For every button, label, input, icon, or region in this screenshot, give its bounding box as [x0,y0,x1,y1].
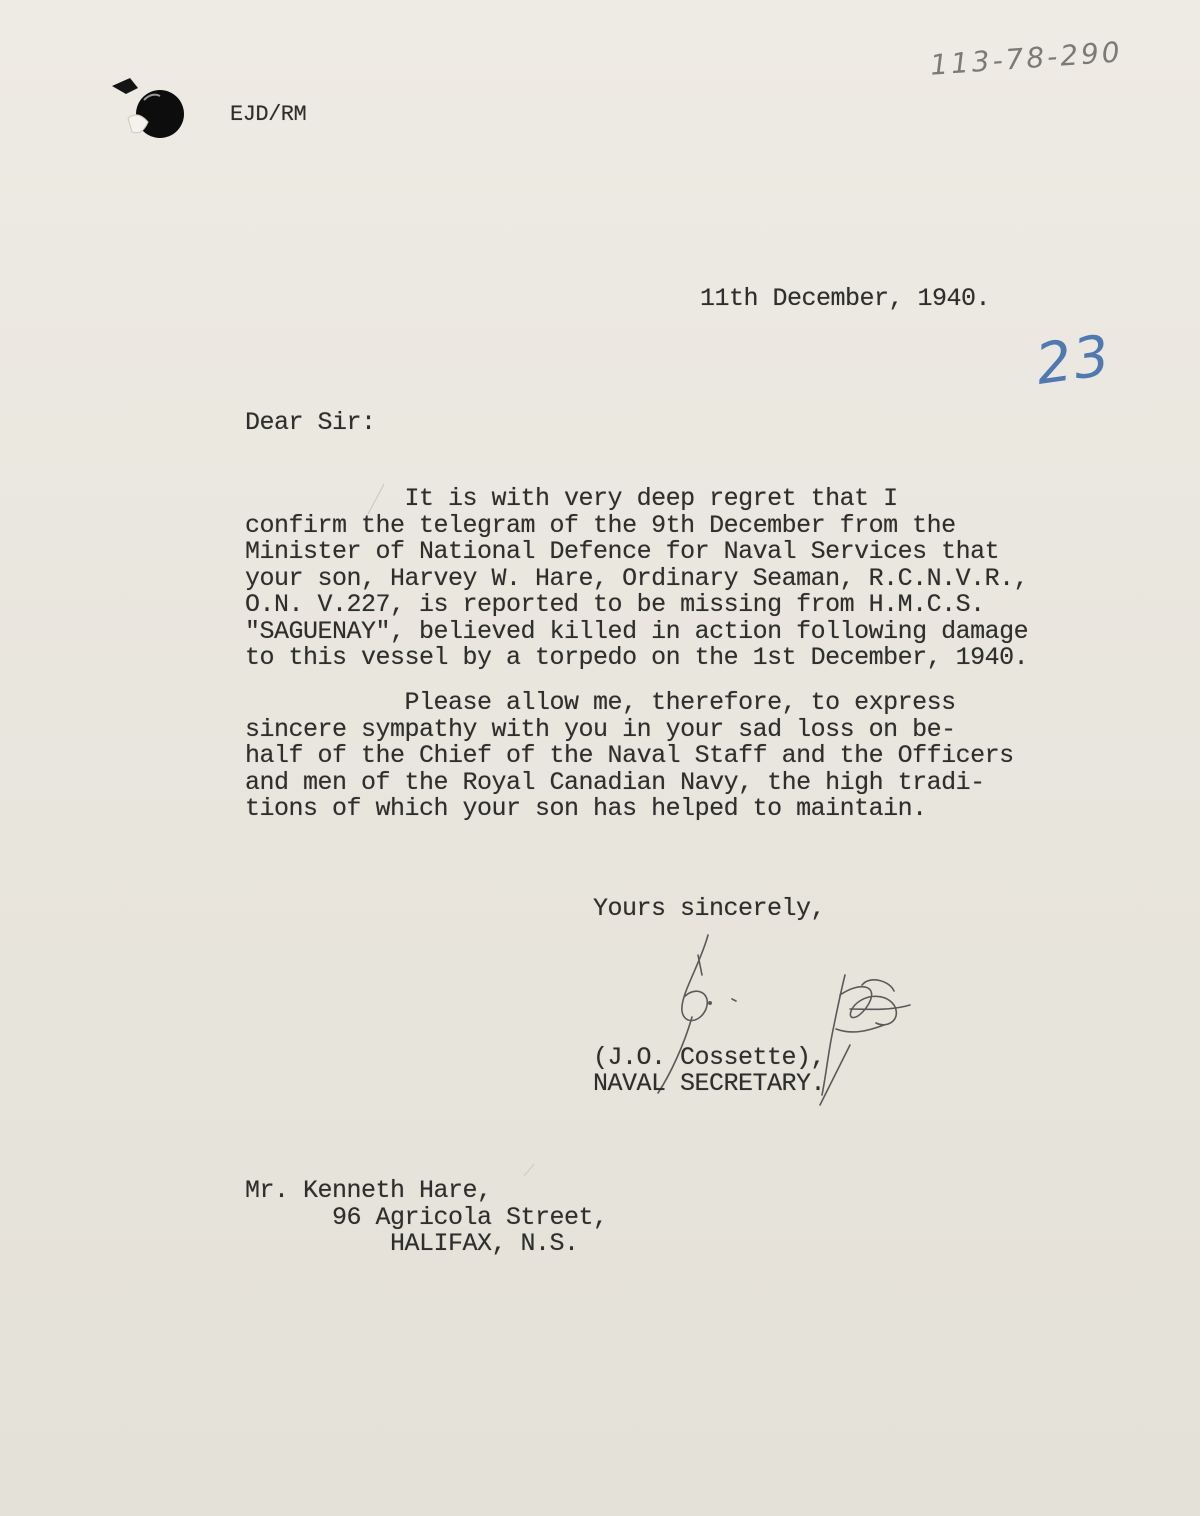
salutation: Dear Sir: [245,408,376,437]
reference-initials: EJD/RM [230,102,307,127]
body-paragraph-1: It is with very deep regret that I confirm the telegram of the 9th December from the Minister of National Defence for Naval Services that your son, Harvey W. Hare, Ordinary Seaman, R.C.N.V.R., O.N. V.227, is reported to be missing from H.M.C.S. "SAGUENAY", believed killed in action following damage to this vessel by a torpedo on the 1st December, 1940. [245,484,1029,672]
page-number-annotation: 23 [1031,323,1116,398]
body-paragraph-2: Please allow me, therefore, to express sincere sympathy with you in your sad loss on be- half of the Chief of the Naval Staff and the Officers and men of the Royal Canadian Navy, the high tradi- tions of which your son has helped to maintain. [245,688,1014,823]
paper-mark [360,480,390,520]
file-number-annotation: 113-78-290 [929,35,1124,82]
letter-date: 11th December, 1940. [700,284,991,313]
signatory-name: (J.O. Cossette), [593,1043,826,1072]
signatory-title: NAVAL SECRETARY. [593,1069,826,1098]
closing: Yours sincerely, [593,894,826,923]
punch-hole-mark [108,70,188,150]
recipient-address: Mr. Kenneth Hare, 96 Agricola Street, HALIFAX, N.S. [245,1176,608,1258]
paper-mark [520,1160,540,1180]
